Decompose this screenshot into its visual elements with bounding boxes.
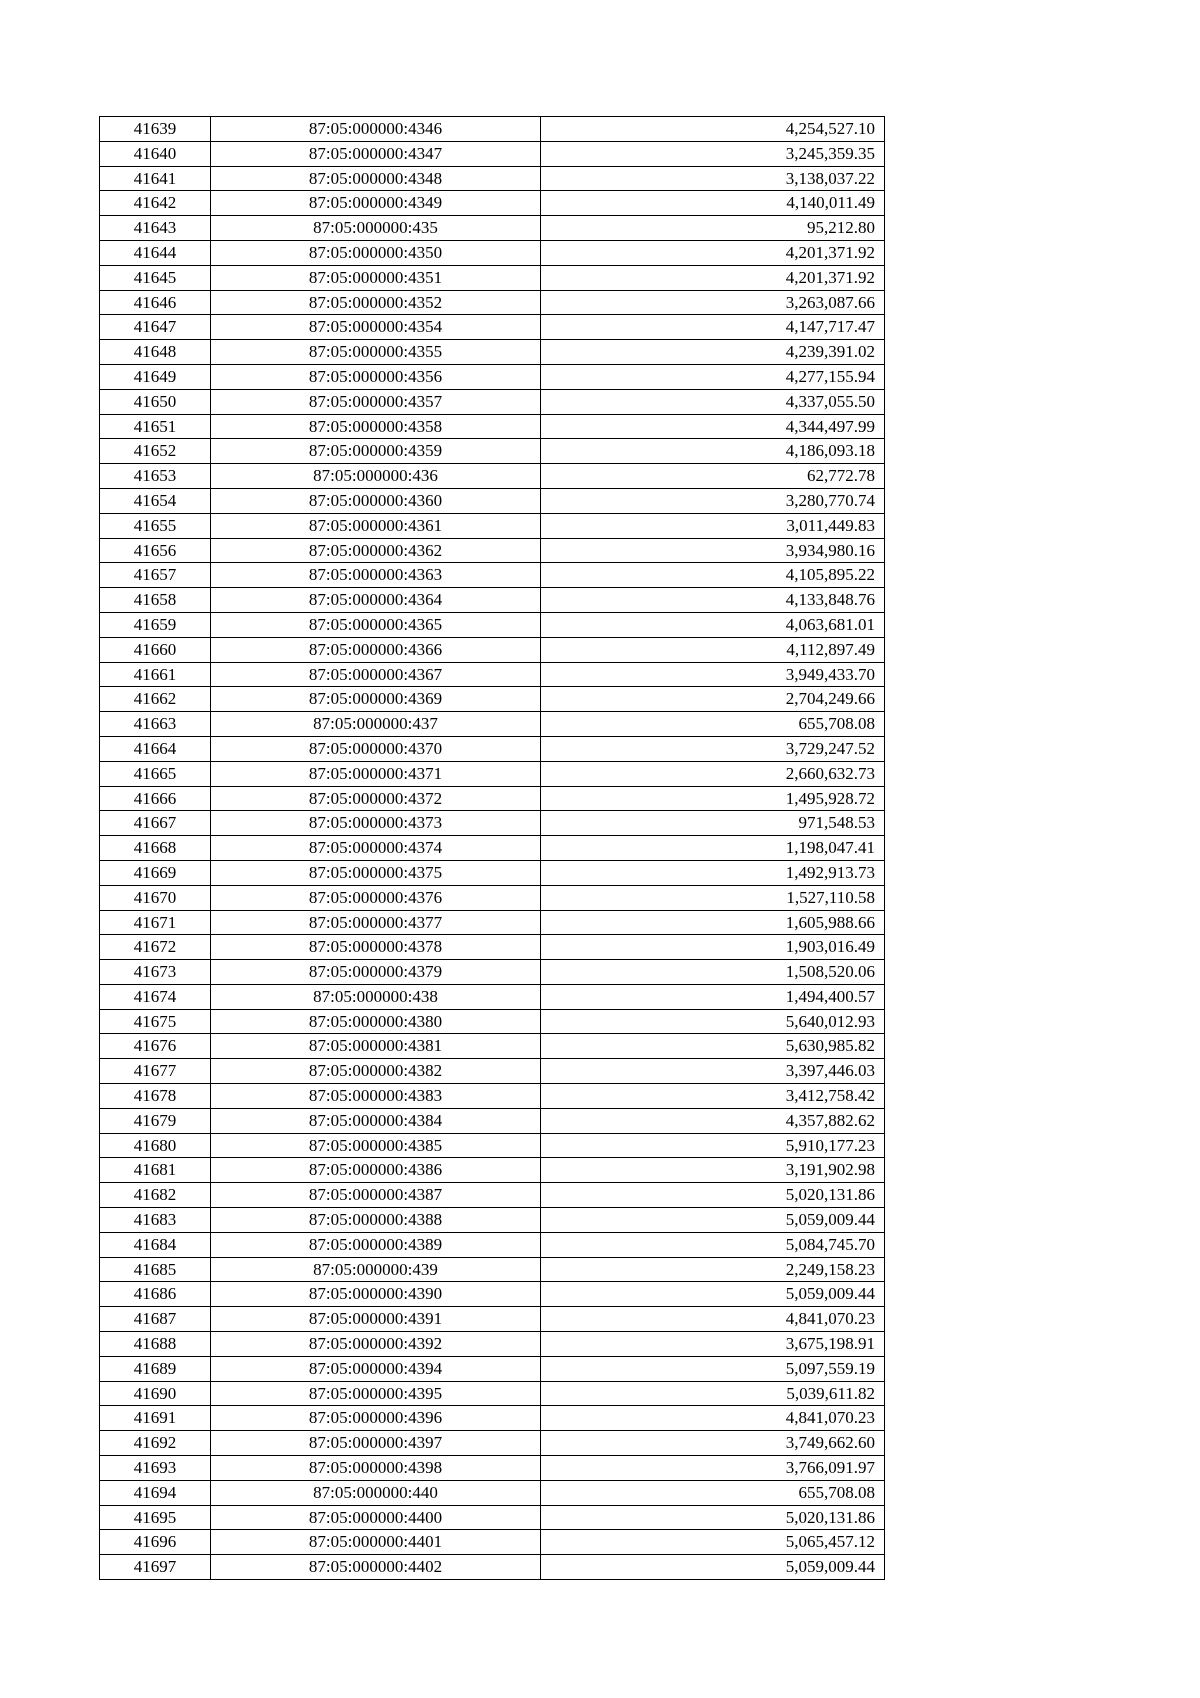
- cadastral-number-cell: 87:05:000000:4357: [211, 389, 541, 414]
- table-row: [100, 439, 885, 464]
- table-row: [100, 786, 885, 811]
- value-cell: 4,841,070.23: [541, 1406, 885, 1431]
- value-cell: 5,640,012.93: [541, 1009, 885, 1034]
- table-row: [100, 265, 885, 290]
- row-number-cell: 41677: [100, 1059, 211, 1084]
- value-cell: 62,772.78: [541, 464, 885, 489]
- value-cell: 655,708.08: [541, 1480, 885, 1505]
- value-cell: 5,097,559.19: [541, 1356, 885, 1381]
- cadastral-number-cell: 87:05:000000:4374: [211, 836, 541, 861]
- row-number-cell: 41661: [100, 662, 211, 687]
- table-row: [100, 290, 885, 315]
- row-number-cell: 41659: [100, 612, 211, 637]
- cadastral-number-cell: 87:05:000000:4358: [211, 414, 541, 439]
- table-row: [100, 340, 885, 365]
- cadastral-number-cell: 87:05:000000:4400: [211, 1505, 541, 1530]
- row-number-cell: 41660: [100, 637, 211, 662]
- row-number-cell: 41686: [100, 1282, 211, 1307]
- value-cell: 4,357,882.62: [541, 1108, 885, 1133]
- value-cell: 971,548.53: [541, 811, 885, 836]
- value-cell: 3,280,770.74: [541, 488, 885, 513]
- value-cell: 3,245,359.35: [541, 141, 885, 166]
- cadastral-number-cell: 87:05:000000:4387: [211, 1183, 541, 1208]
- cadastral-number-cell: 87:05:000000:4396: [211, 1406, 541, 1431]
- row-number-cell: 41651: [100, 414, 211, 439]
- cadastral-number-cell: 87:05:000000:4385: [211, 1133, 541, 1158]
- value-cell: 3,191,902.98: [541, 1158, 885, 1183]
- table-row: [100, 389, 885, 414]
- value-cell: 1,527,110.58: [541, 885, 885, 910]
- table-row: [100, 910, 885, 935]
- value-cell: 3,934,980.16: [541, 538, 885, 563]
- row-number-cell: 41654: [100, 488, 211, 513]
- value-cell: 5,020,131.86: [541, 1505, 885, 1530]
- table-row: [100, 117, 885, 142]
- row-number-cell: 41668: [100, 836, 211, 861]
- cadastral-number-cell: 87:05:000000:4364: [211, 588, 541, 613]
- row-number-cell: 41676: [100, 1034, 211, 1059]
- value-cell: 4,239,391.02: [541, 340, 885, 365]
- cadastral-value-table: [99, 116, 885, 1580]
- row-number-cell: 41664: [100, 736, 211, 761]
- cadastral-number-cell: 87:05:000000:4346: [211, 117, 541, 142]
- cadastral-number-cell: 87:05:000000:4365: [211, 612, 541, 637]
- table-row: [100, 1282, 885, 1307]
- row-number-cell: 41683: [100, 1208, 211, 1233]
- table-row: [100, 687, 885, 712]
- cadastral-number-cell: 87:05:000000:4388: [211, 1208, 541, 1233]
- table-row: [100, 1183, 885, 1208]
- row-number-cell: 41691: [100, 1406, 211, 1431]
- cadastral-number-cell: 87:05:000000:4380: [211, 1009, 541, 1034]
- row-number-cell: 41689: [100, 1356, 211, 1381]
- table-row: [100, 860, 885, 885]
- row-number-cell: 41678: [100, 1084, 211, 1109]
- row-number-cell: 41692: [100, 1431, 211, 1456]
- row-number-cell: 41674: [100, 984, 211, 1009]
- cadastral-number-cell: 87:05:000000:4382: [211, 1059, 541, 1084]
- table-row: [100, 538, 885, 563]
- table-row: [100, 588, 885, 613]
- row-number-cell: 41673: [100, 960, 211, 985]
- row-number-cell: 41667: [100, 811, 211, 836]
- row-number-cell: 41653: [100, 464, 211, 489]
- cadastral-number-cell: 87:05:000000:4359: [211, 439, 541, 464]
- table-row: [100, 488, 885, 513]
- cadastral-number-cell: 87:05:000000:4361: [211, 513, 541, 538]
- cadastral-number-cell: 87:05:000000:4390: [211, 1282, 541, 1307]
- row-number-cell: 41681: [100, 1158, 211, 1183]
- row-number-cell: 41645: [100, 265, 211, 290]
- cadastral-number-cell: 87:05:000000:4379: [211, 960, 541, 985]
- cadastral-number-cell: 87:05:000000:4369: [211, 687, 541, 712]
- value-cell: 1,903,016.49: [541, 935, 885, 960]
- value-cell: 4,140,011.49: [541, 191, 885, 216]
- table-row: [100, 1108, 885, 1133]
- value-cell: 3,263,087.66: [541, 290, 885, 315]
- table-row: [100, 141, 885, 166]
- value-cell: 5,084,745.70: [541, 1232, 885, 1257]
- table-row: [100, 1406, 885, 1431]
- table-row: [100, 1480, 885, 1505]
- value-cell: 3,011,449.83: [541, 513, 885, 538]
- row-number-cell: 41657: [100, 563, 211, 588]
- table-row: [100, 736, 885, 761]
- cadastral-number-cell: 87:05:000000:4360: [211, 488, 541, 513]
- table-row: [100, 1356, 885, 1381]
- cadastral-number-cell: 87:05:000000:436: [211, 464, 541, 489]
- row-number-cell: 41656: [100, 538, 211, 563]
- value-cell: 1,508,520.06: [541, 960, 885, 985]
- row-number-cell: 41666: [100, 786, 211, 811]
- row-number-cell: 41679: [100, 1108, 211, 1133]
- value-cell: 2,249,158.23: [541, 1257, 885, 1282]
- cadastral-number-cell: 87:05:000000:4367: [211, 662, 541, 687]
- cadastral-number-cell: 87:05:000000:435: [211, 216, 541, 241]
- table-row: [100, 513, 885, 538]
- row-number-cell: 41663: [100, 712, 211, 737]
- row-number-cell: 41688: [100, 1332, 211, 1357]
- value-cell: 5,059,009.44: [541, 1555, 885, 1580]
- table-row: [100, 1307, 885, 1332]
- table-row: [100, 1009, 885, 1034]
- table-row: [100, 1232, 885, 1257]
- row-number-cell: 41693: [100, 1456, 211, 1481]
- row-number-cell: 41662: [100, 687, 211, 712]
- table-row: [100, 811, 885, 836]
- row-number-cell: 41643: [100, 216, 211, 241]
- value-cell: 4,254,527.10: [541, 117, 885, 142]
- row-number-cell: 41646: [100, 290, 211, 315]
- cadastral-number-cell: 87:05:000000:4352: [211, 290, 541, 315]
- row-number-cell: 41670: [100, 885, 211, 910]
- table-row: [100, 563, 885, 588]
- table-row: [100, 166, 885, 191]
- cadastral-number-cell: 87:05:000000:440: [211, 1480, 541, 1505]
- cadastral-number-cell: 87:05:000000:437: [211, 712, 541, 737]
- cadastral-number-cell: 87:05:000000:438: [211, 984, 541, 1009]
- cadastral-number-cell: 87:05:000000:4349: [211, 191, 541, 216]
- value-cell: 2,704,249.66: [541, 687, 885, 712]
- value-cell: 4,147,717.47: [541, 315, 885, 340]
- cadastral-number-cell: 87:05:000000:4402: [211, 1555, 541, 1580]
- cadastral-number-cell: 87:05:000000:4372: [211, 786, 541, 811]
- cadastral-number-cell: 87:05:000000:4354: [211, 315, 541, 340]
- table-row: [100, 885, 885, 910]
- cadastral-number-cell: 87:05:000000:4395: [211, 1381, 541, 1406]
- row-number-cell: 41671: [100, 910, 211, 935]
- row-number-cell: 41639: [100, 117, 211, 142]
- value-cell: 3,412,758.42: [541, 1084, 885, 1109]
- cadastral-number-cell: 87:05:000000:4355: [211, 340, 541, 365]
- table-row: [100, 191, 885, 216]
- row-number-cell: 41669: [100, 860, 211, 885]
- table-row: [100, 1059, 885, 1084]
- row-number-cell: 41690: [100, 1381, 211, 1406]
- row-number-cell: 41697: [100, 1555, 211, 1580]
- cadastral-number-cell: 87:05:000000:4375: [211, 860, 541, 885]
- table-row: [100, 1431, 885, 1456]
- table-row: [100, 1381, 885, 1406]
- table-row: [100, 315, 885, 340]
- cadastral-number-cell: 87:05:000000:4378: [211, 935, 541, 960]
- row-number-cell: 41695: [100, 1505, 211, 1530]
- table-row: [100, 612, 885, 637]
- cadastral-number-cell: 87:05:000000:4391: [211, 1307, 541, 1332]
- row-number-cell: 41682: [100, 1183, 211, 1208]
- cadastral-number-cell: 87:05:000000:4389: [211, 1232, 541, 1257]
- table-row: [100, 1084, 885, 1109]
- cadastral-number-cell: 87:05:000000:4376: [211, 885, 541, 910]
- table-row: [100, 1034, 885, 1059]
- value-cell: 655,708.08: [541, 712, 885, 737]
- table-row: [100, 712, 885, 737]
- cadastral-number-cell: 87:05:000000:4398: [211, 1456, 541, 1481]
- cadastral-number-cell: 87:05:000000:4383: [211, 1084, 541, 1109]
- value-cell: 1,605,988.66: [541, 910, 885, 935]
- table-row: [100, 464, 885, 489]
- cadastral-number-cell: 87:05:000000:4356: [211, 364, 541, 389]
- cadastral-number-cell: 87:05:000000:4392: [211, 1332, 541, 1357]
- row-number-cell: 41649: [100, 364, 211, 389]
- value-cell: 5,065,457.12: [541, 1530, 885, 1555]
- value-cell: 4,133,848.76: [541, 588, 885, 613]
- table-row: [100, 637, 885, 662]
- table-row: [100, 414, 885, 439]
- row-number-cell: 41652: [100, 439, 211, 464]
- table-body: [100, 117, 885, 1580]
- table-row: [100, 662, 885, 687]
- value-cell: 3,729,247.52: [541, 736, 885, 761]
- table-row: [100, 1133, 885, 1158]
- value-cell: 1,492,913.73: [541, 860, 885, 885]
- row-number-cell: 41680: [100, 1133, 211, 1158]
- cadastral-number-cell: 87:05:000000:4381: [211, 1034, 541, 1059]
- table-row: [100, 216, 885, 241]
- row-number-cell: 41696: [100, 1530, 211, 1555]
- cadastral-number-cell: 87:05:000000:4348: [211, 166, 541, 191]
- value-cell: 3,766,091.97: [541, 1456, 885, 1481]
- row-number-cell: 41665: [100, 761, 211, 786]
- table-row: [100, 761, 885, 786]
- cadastral-number-cell: 87:05:000000:4401: [211, 1530, 541, 1555]
- value-cell: 1,495,928.72: [541, 786, 885, 811]
- value-cell: 4,841,070.23: [541, 1307, 885, 1332]
- row-number-cell: 41655: [100, 513, 211, 538]
- value-cell: 3,397,446.03: [541, 1059, 885, 1084]
- table-row: [100, 240, 885, 265]
- value-cell: 4,201,371.92: [541, 265, 885, 290]
- value-cell: 3,949,433.70: [541, 662, 885, 687]
- row-number-cell: 41648: [100, 340, 211, 365]
- cadastral-number-cell: 87:05:000000:4397: [211, 1431, 541, 1456]
- value-cell: 4,112,897.49: [541, 637, 885, 662]
- table-row: [100, 935, 885, 960]
- table-row: [100, 836, 885, 861]
- value-cell: 4,105,895.22: [541, 563, 885, 588]
- row-number-cell: 41694: [100, 1480, 211, 1505]
- value-cell: 3,138,037.22: [541, 166, 885, 191]
- table-row: [100, 364, 885, 389]
- row-number-cell: 41685: [100, 1257, 211, 1282]
- cadastral-number-cell: 87:05:000000:4384: [211, 1108, 541, 1133]
- value-cell: 4,344,497.99: [541, 414, 885, 439]
- table-row: [100, 1456, 885, 1481]
- value-cell: 4,337,055.50: [541, 389, 885, 414]
- row-number-cell: 41642: [100, 191, 211, 216]
- row-number-cell: 41687: [100, 1307, 211, 1332]
- value-cell: 4,063,681.01: [541, 612, 885, 637]
- table-row: [100, 1332, 885, 1357]
- cadastral-number-cell: 87:05:000000:4394: [211, 1356, 541, 1381]
- row-number-cell: 41684: [100, 1232, 211, 1257]
- table-row: [100, 1257, 885, 1282]
- cadastral-number-cell: 87:05:000000:4377: [211, 910, 541, 935]
- table-row: [100, 984, 885, 1009]
- cadastral-number-cell: 87:05:000000:439: [211, 1257, 541, 1282]
- value-cell: 5,910,177.23: [541, 1133, 885, 1158]
- cadastral-number-cell: 87:05:000000:4363: [211, 563, 541, 588]
- cadastral-number-cell: 87:05:000000:4370: [211, 736, 541, 761]
- value-cell: 5,630,985.82: [541, 1034, 885, 1059]
- table-row: [100, 1208, 885, 1233]
- value-cell: 5,020,131.86: [541, 1183, 885, 1208]
- table-row: [100, 1158, 885, 1183]
- cadastral-number-cell: 87:05:000000:4373: [211, 811, 541, 836]
- value-cell: 4,201,371.92: [541, 240, 885, 265]
- table-row: [100, 960, 885, 985]
- row-number-cell: 41675: [100, 1009, 211, 1034]
- row-number-cell: 41650: [100, 389, 211, 414]
- cadastral-number-cell: 87:05:000000:4347: [211, 141, 541, 166]
- value-cell: 95,212.80: [541, 216, 885, 241]
- table-row: [100, 1530, 885, 1555]
- row-number-cell: 41641: [100, 166, 211, 191]
- value-cell: 5,059,009.44: [541, 1282, 885, 1307]
- value-cell: 5,039,611.82: [541, 1381, 885, 1406]
- cadastral-number-cell: 87:05:000000:4351: [211, 265, 541, 290]
- cadastral-number-cell: 87:05:000000:4350: [211, 240, 541, 265]
- row-number-cell: 41658: [100, 588, 211, 613]
- row-number-cell: 41647: [100, 315, 211, 340]
- value-cell: 5,059,009.44: [541, 1208, 885, 1233]
- value-cell: 1,494,400.57: [541, 984, 885, 1009]
- value-cell: 1,198,047.41: [541, 836, 885, 861]
- table-row: [100, 1555, 885, 1580]
- cadastral-number-cell: 87:05:000000:4366: [211, 637, 541, 662]
- table-row: [100, 1505, 885, 1530]
- value-cell: 2,660,632.73: [541, 761, 885, 786]
- row-number-cell: 41672: [100, 935, 211, 960]
- value-cell: 3,749,662.60: [541, 1431, 885, 1456]
- cadastral-number-cell: 87:05:000000:4371: [211, 761, 541, 786]
- row-number-cell: 41640: [100, 141, 211, 166]
- cadastral-number-cell: 87:05:000000:4386: [211, 1158, 541, 1183]
- value-cell: 4,277,155.94: [541, 364, 885, 389]
- cadastral-number-cell: 87:05:000000:4362: [211, 538, 541, 563]
- row-number-cell: 41644: [100, 240, 211, 265]
- value-cell: 3,675,198.91: [541, 1332, 885, 1357]
- value-cell: 4,186,093.18: [541, 439, 885, 464]
